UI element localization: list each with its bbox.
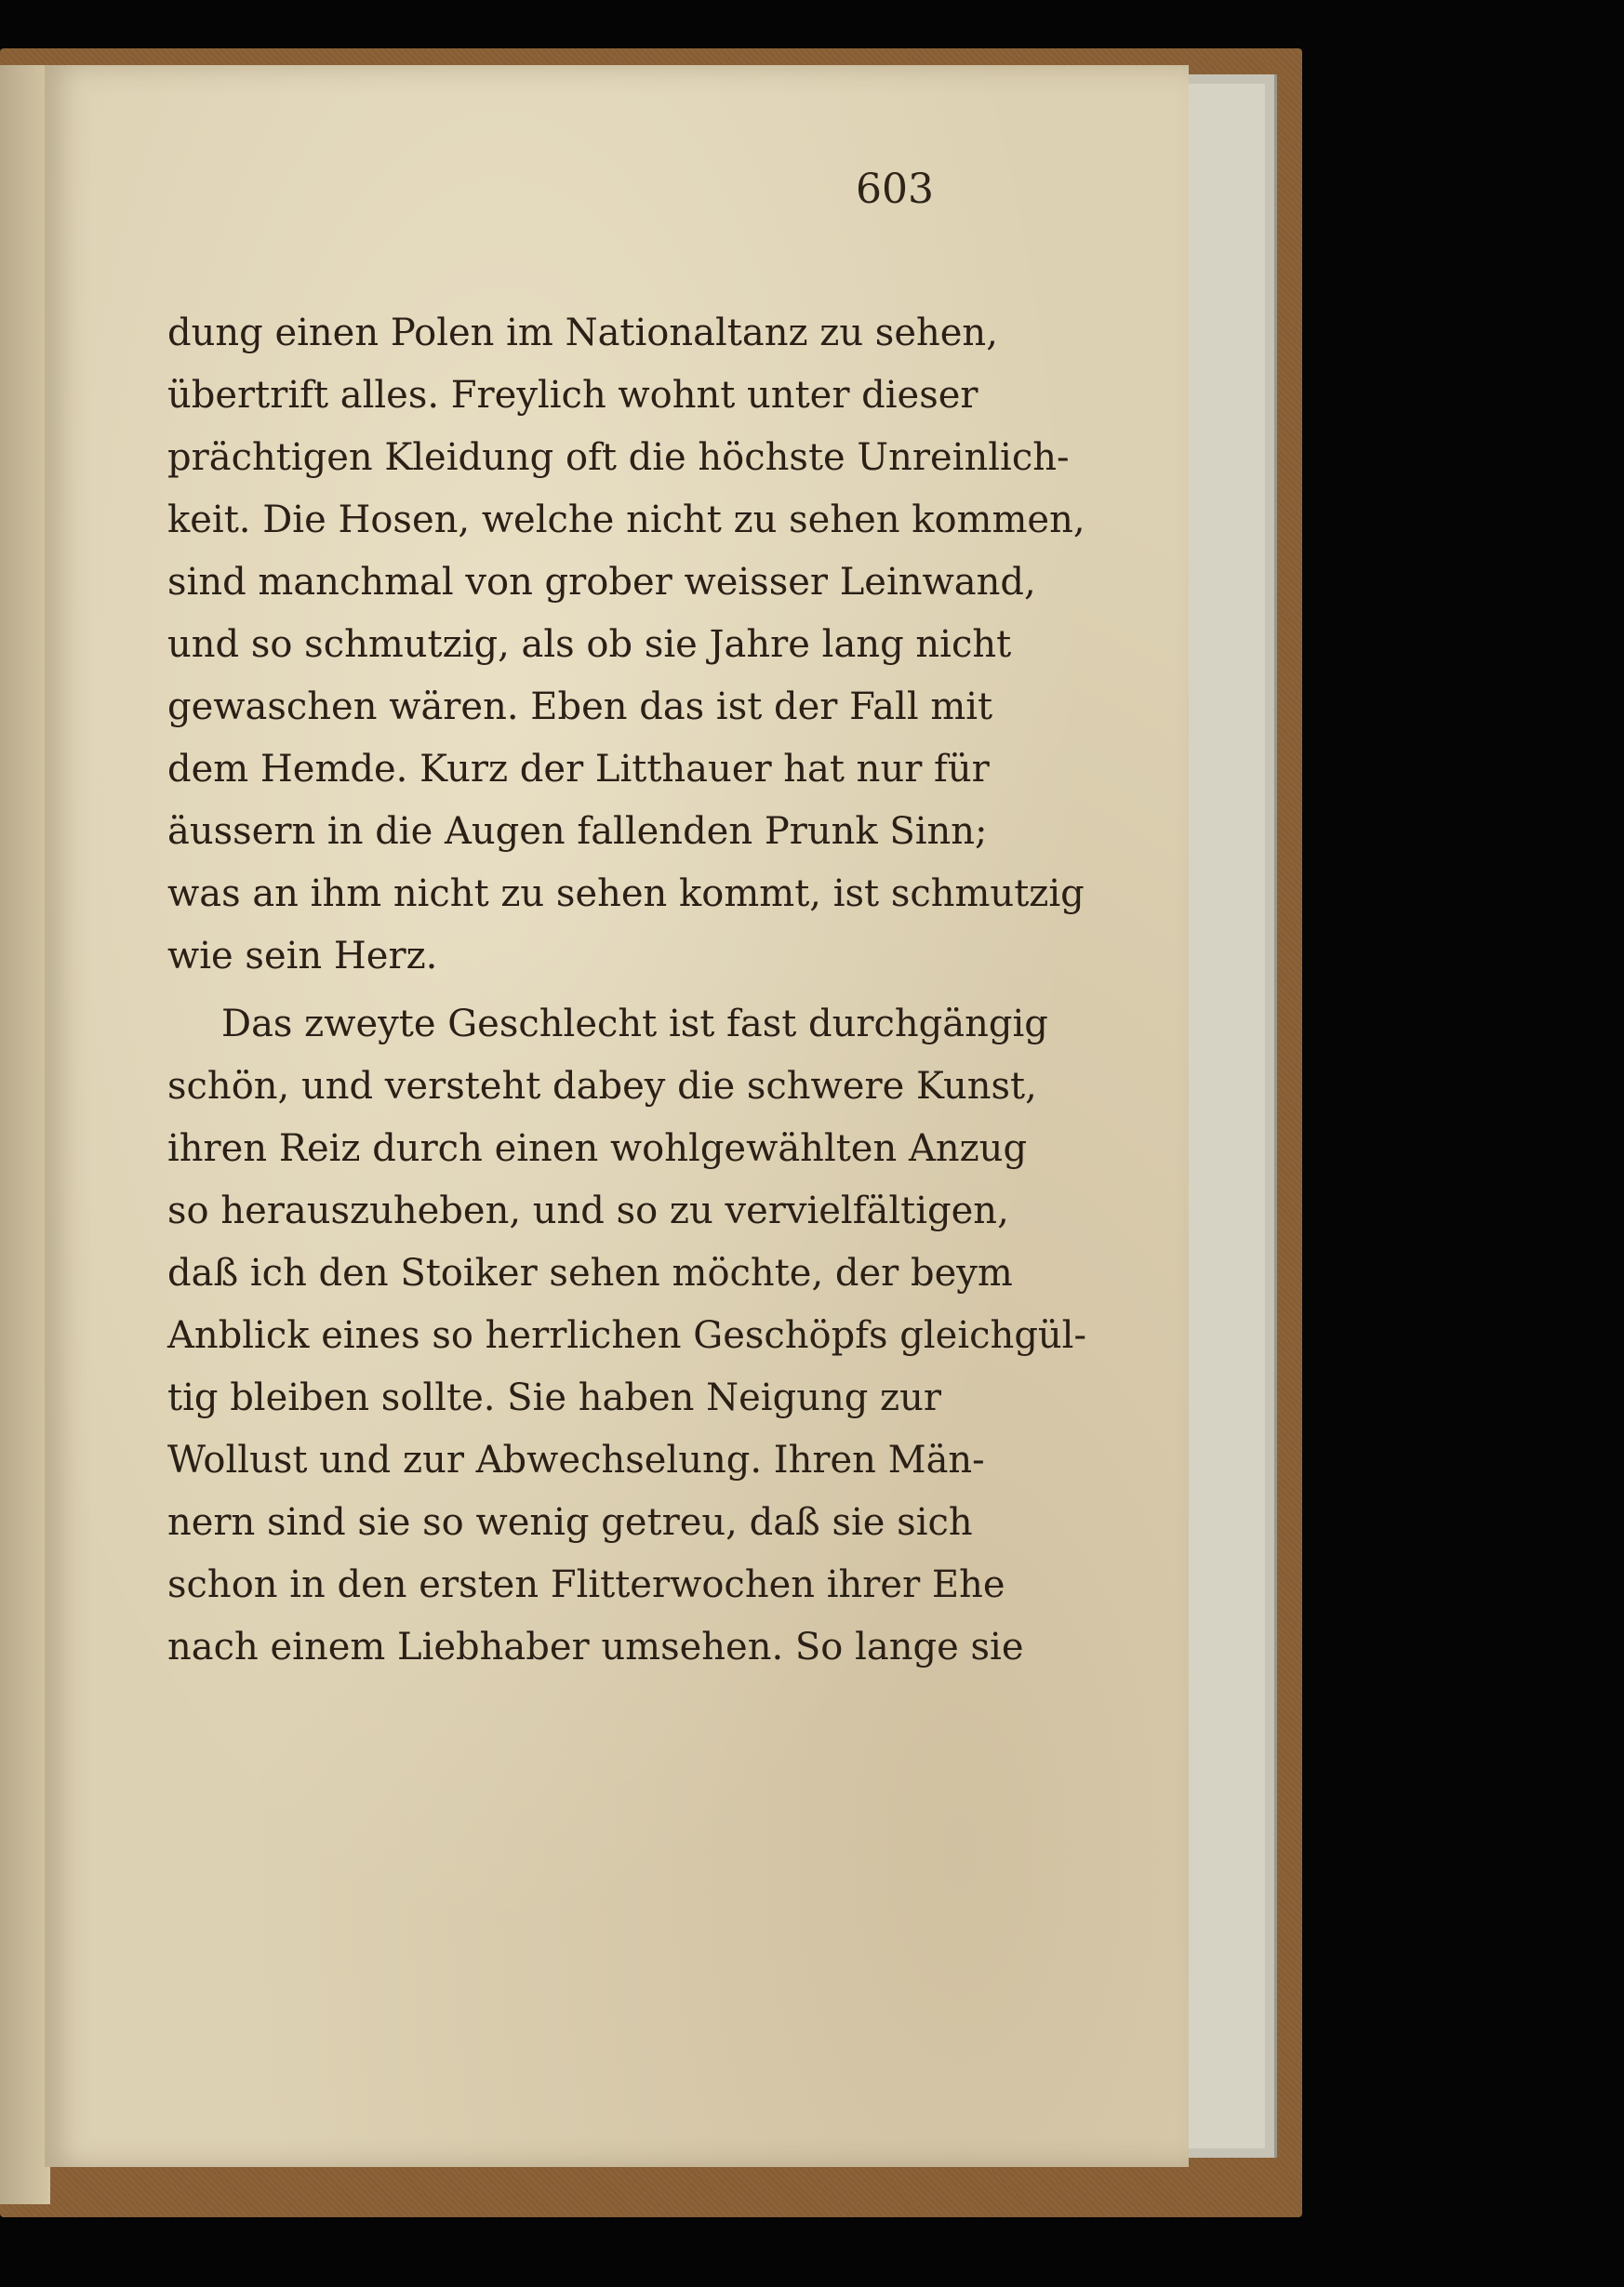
text-line: keit. Die Hosen, welche nicht zu sehen kommen, [167,499,1085,541]
text-line: schon in den ersten Flitterwochen ihrer Ehe [167,1563,1005,1606]
text-line: übertrift alles. Freylich wohnt unter dieser [167,374,978,417]
text-line: äussern in die Augen fallenden Prunk Sinn; [167,810,988,853]
text-line: daß ich den Stoiker sehen möchte, der beym [167,1252,1013,1295]
body-text [167,302,1086,1679]
text-line: wie sein Herz. [167,935,438,977]
text-line: ihren Reiz durch einen wohlgewählten Anzug [167,1127,1028,1170]
paragraph [167,993,1086,1679]
text-line: nach einem Liebhaber umsehen. So lange sie [167,1626,1024,1669]
text-line: gewaschen wären. Eben das ist der Fall mit [167,685,993,728]
text-line: so herauszuheben, und so zu vervielfältigen, [167,1190,1009,1232]
paragraph [167,302,1085,988]
text-line: Wollust und zur Abwechselung. Ihren Män- [167,1439,985,1482]
text-line: was an ihm nicht zu sehen kommt, ist schmutzig [167,872,1085,915]
text-line: tig bleiben sollte. Sie haben Neigung zur [167,1376,941,1419]
text-line: nern sind sie so wenig getreu, daß sie sich [167,1501,973,1544]
text-line: Anblick eines so herrlichen Geschöpfs gleichgül- [167,1314,1086,1357]
text-line: Das zweyte Geschlecht ist fast durchgängig [221,1003,1048,1045]
text-line: dung einen Polen im Nationaltanz zu sehen, [167,312,998,354]
page-number: 603 [856,166,934,213]
book-spine-gutter [0,65,50,2204]
text-line: sind manchmal von grober weisser Leinwand, [167,561,1036,604]
text-line: schön, und versteht dabey die schwere Kunst, [167,1065,1037,1108]
text-line: und so schmutzig, als ob sie Jahre lang nicht [167,623,1012,666]
text-line: dem Hemde. Kurz der Litthauer hat nur für [167,748,990,791]
text-line: prächtigen Kleidung oft die höchste Unreinlich- [167,436,1070,479]
